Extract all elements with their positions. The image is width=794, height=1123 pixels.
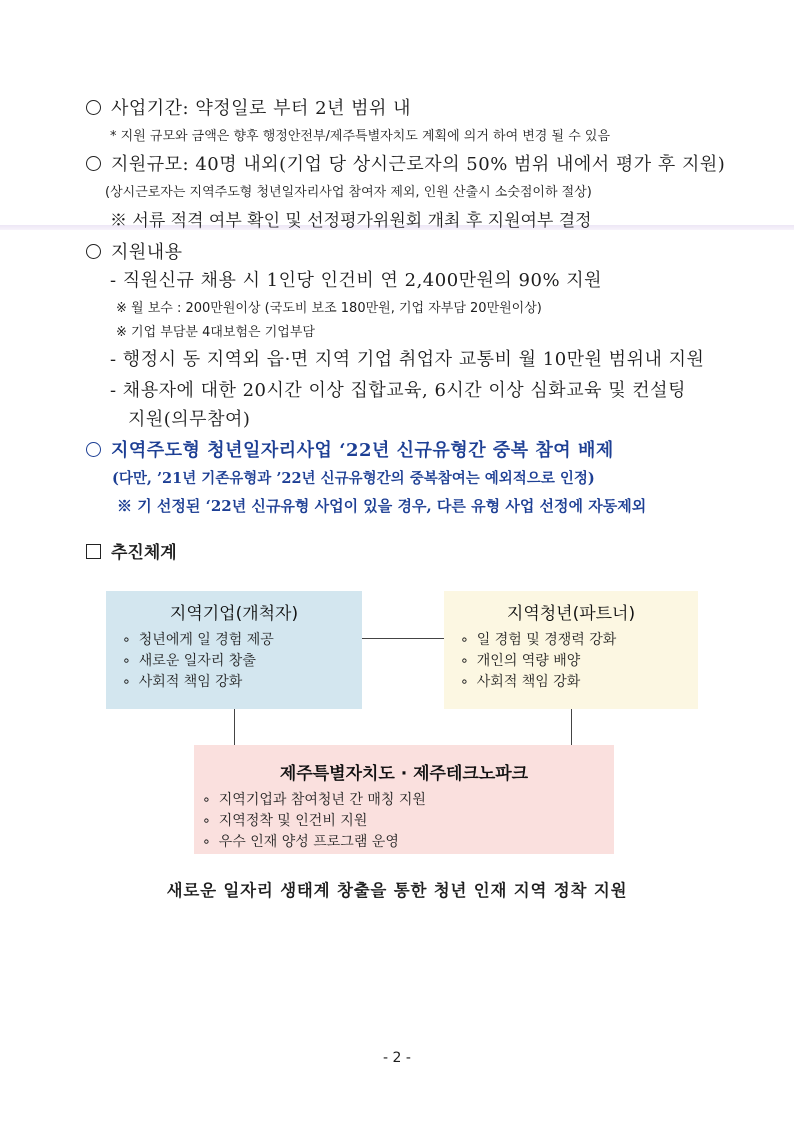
connector-horizontal — [362, 638, 444, 639]
section-heading: 추진체계 — [86, 538, 177, 563]
content-line-3a: - 채용자에 대한 20시간 이상 집합교육, 6시간 이상 심화교육 및 컨설팅 — [110, 380, 686, 401]
list-item: ∘ 개인의 역량 배양 — [460, 651, 698, 672]
content-line-2: - 행정시 동 지역외 읍·면 지역 기업 취업자 교통비 월 10만원 범위내 지원 — [110, 349, 705, 370]
exclusion-note: (다만, ’21년 기존유형과 ’22년 신규유형간의 중복참여는 예외적으로 인정) — [112, 470, 595, 487]
list-item: ∘ 사회적 책임 강화 — [460, 672, 698, 693]
list-item: ∘ 지역기업과 참여청년 간 매칭 지원 — [202, 790, 614, 811]
note-period: * 지원 규모와 금액은 향후 행정안전부/제주특별자치도 계획에 의거 하여 변경 될 수 있음 — [110, 129, 610, 144]
content-note-a: ※ 월 보수 : 200만원이상 (국도비 보조 180만원, 기업 자부담 20만원이상) — [116, 301, 542, 316]
circle-bullet-icon — [86, 100, 101, 115]
remark-scale: ※ 서류 적격 여부 확인 및 선정평가위원회 개최 후 지원여부 결정 — [110, 211, 592, 231]
diagram-box-enterprise — [106, 591, 362, 709]
diagram-box-government — [194, 745, 614, 854]
list-item: ∘ 우수 인재 양성 프로그램 운영 — [202, 832, 614, 853]
government-title: 제주특별자치도 · 제주테크노파크 — [279, 764, 529, 784]
enterprise-title: 지역기업(개척자) — [169, 604, 299, 624]
enterprise-points — [106, 630, 362, 693]
diagram-box-youth — [444, 591, 698, 709]
list-item: ∘ 지역정착 및 인건비 지원 — [202, 811, 614, 832]
item-content: 지원내용 — [86, 238, 183, 264]
list-item: ∘ 청년에게 일 경험 제공 — [122, 630, 362, 651]
exclusion-remark: ※ 기 선정된 ‘22년 신규유형 사업이 있을 경우, 다른 유형 사업 선정에 자동제외 — [117, 497, 647, 515]
content-line-1: - 직원신규 채용 시 1인당 인건비 연 2,400만원의 90% 지원 — [110, 270, 603, 291]
item-exclusion: 지역주도형 청년일자리사업 ‘22년 신규유형간 중복 참여 배제 — [86, 436, 614, 462]
content-note-b: ※ 기업 부담분 4대보험은 기업부담 — [116, 325, 315, 340]
connector-right — [571, 709, 572, 745]
square-bullet-icon — [86, 544, 101, 559]
connector-left — [234, 709, 235, 745]
youth-points — [444, 630, 698, 693]
page-number: - 2 - — [383, 1050, 411, 1066]
list-item: ∘ 일 경험 및 경쟁력 강화 — [460, 630, 698, 651]
list-item: ∘ 사회적 책임 강화 — [122, 672, 362, 693]
item-period: 사업기간: 약정일로 부터 2년 범위 내 — [86, 94, 411, 120]
content-line-3b: 지원(의무참여) — [128, 409, 251, 430]
youth-title: 지역청년(파트너) — [506, 604, 636, 624]
circle-bullet-icon — [86, 244, 101, 259]
government-points — [194, 790, 614, 853]
circle-bullet-icon — [86, 442, 101, 457]
circle-bullet-icon — [86, 156, 101, 171]
item-scale: 지원규모: 40명 내외(기업 당 상시근로자의 50% 범위 내에서 평가 후 지원) — [86, 150, 725, 176]
list-item: ∘ 새로운 일자리 창출 — [122, 651, 362, 672]
slogan: 새로운 일자리 생태계 창출을 통한 청년 인재 지역 정착 지원 — [166, 881, 628, 900]
note-scale: (상시근로자는 지역주도형 청년일자리사업 참여자 제외, 인원 산출시 소숫점이하 절상) — [105, 185, 592, 200]
